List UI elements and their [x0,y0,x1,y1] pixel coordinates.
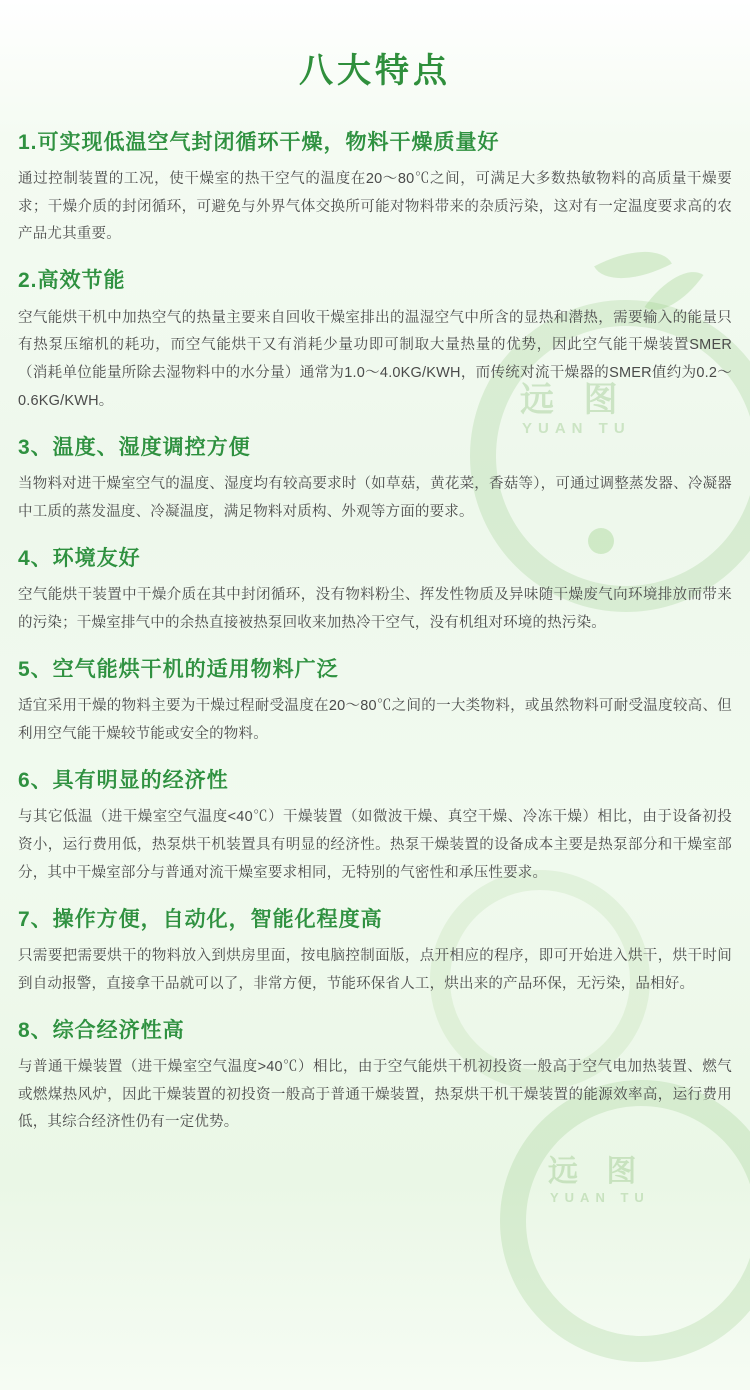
feature-body: 空气能烘干机中加热空气的热量主要来自回收干燥室排出的温湿空气中所含的显热和潜热，需要输入的能量只有热泵压缩机的耗功，而空气能烘干又有消耗少量功即可制取大量热量的优势，因此空气能干燥装置SMER（消耗单位能量所除去湿物料中的水分量）通常为1.0～4.0KG/KWH，而传统对流干燥器的SMER值约为0.2～0.6KG/KWH。 [18,309,732,410]
feature-body: 与普通干燥装置（进干燥室空气温度>40℃）相比，由于空气能烘干机初投资一般高于空气电加热装置、燃气或燃煤热风炉，因此干燥装置的初投资一般高于普通干燥装置，热泵烘干机干燥装置的能源效率高，运行费用低，其综合经济性仍有一定优势。 [18,1058,732,1131]
feature-heading: 5、空气能烘干机的适用物料广泛 [18,657,339,681]
watermark-brand: 远 图 [520,381,628,419]
feature-section-1 [18,129,732,250]
feature-heading: 4、环境友好 [18,546,141,570]
feature-section-7 [18,906,732,999]
feature-body: 当物料对进干燥室空气的温度、湿度均有较高要求时（如草菇，黄花菜，香菇等），可通过调整蒸发器、冷凝器中工质的蒸发温度、冷凝温度，满足物料对质构、外观等方面的要求。 [18,476,732,521]
feature-body: 通过控制装置的工况，使干燥室的热干空气的温度在20～80℃之间，可满足大多数热敏物料的高质量干燥要求；干燥介质的封闭循环，可避免与外界气体交换所可能对物料带来的杂质污染，这对有一定温度要求高的农产品尤其重要。 [18,170,732,243]
feature-heading: 3、温度、湿度调控方便 [18,435,251,459]
feature-section-3 [18,434,732,527]
watermark-brand-pinyin: YUAN TU [522,420,631,437]
feature-body: 只需要把需要烘干的物料放入到烘房里面，按电脑控制面版，点开相应的程序，即可开始进入烘干，烘干时间到自动报警，直接拿干品就可以了，非常方便，节能环保省人工，烘出来的产品环保，无污染，品相好。 [18,947,732,992]
feature-heading: 1.可实现低温空气封闭循环干燥，物料干燥质量好 [18,130,500,154]
feature-section-5 [18,656,732,749]
feature-heading: 7、操作方便，自动化，智能化程度高 [18,907,383,931]
feature-body: 适宜采用干燥的物料主要为干燥过程耐受温度在20～80℃之间的一大类物料，或虽然物料可耐受温度较高、但利用空气能干燥较节能或安全的物料。 [18,698,732,742]
watermark-brand-pinyin: YUAN TU [550,1190,650,1205]
feature-section-6 [18,767,732,888]
feature-heading: 6、具有明显的经济性 [18,768,229,792]
feature-section-4 [18,545,732,638]
page-title: 八大特点 [299,51,451,90]
feature-heading: 2.高效节能 [18,269,126,293]
feature-heading: 8、综合经济性高 [18,1018,185,1042]
content-container [0,23,750,1138]
feature-body: 与其它低温（进干燥室空气温度<40℃）干燥装置（如微波干燥、真空干燥、冷冻干燥）相比，由于设备初投资小，运行费用低，热泵烘干机装置具有明显的经济性。热泵干燥装置的设备成本主要是热泵部分和干燥室部分，其中干燥室部分与普通对流干燥室要求相同，无特别的气密性和承压性要求。 [18,809,732,881]
feature-section-2 [18,267,732,416]
watermark-brand: 远 图 [548,1155,647,1188]
feature-body: 空气能烘干装置中干燥介质在其中封闭循环，没有物料粉尘、挥发性物质及异味随干燥废气向环境排放而带来的污染；干燥室排气中的余热直接被热泵回收来加热冷干空气，没有机组对环境的热污染。 [18,587,732,631]
feature-section-8 [18,1017,732,1138]
